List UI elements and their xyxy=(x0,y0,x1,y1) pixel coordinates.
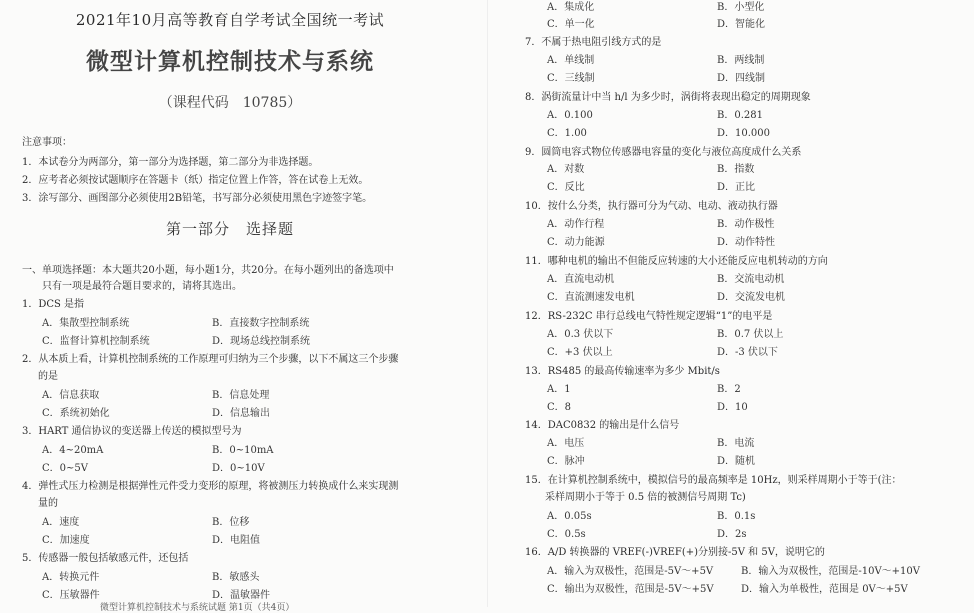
question-1: 1．DCS 是指 xyxy=(22,299,85,310)
option-d: D．2s xyxy=(717,529,747,540)
option-a: A．转换元件 xyxy=(42,572,100,583)
question-2-cont: 的是 xyxy=(38,371,58,382)
question-5: 5．传感器一般包括敏感元件，还包括 xyxy=(22,553,189,564)
option-c: C．0.5s xyxy=(547,529,586,540)
option-c: C．系统初始化 xyxy=(42,408,110,419)
option-d: D．10.000 xyxy=(717,128,771,139)
option-b: B．0.7 伏以上 xyxy=(717,329,784,340)
option-a: A．输入为双极性，范围是-5V～+5V xyxy=(547,566,714,577)
question-2: 2．从本质上看，计算机控制系统的工作原理可归纳为三个步骤，以下不属这三个步骤 xyxy=(22,354,399,365)
part-one-title: 第一部分 选择题 xyxy=(165,220,294,238)
option-b: B．交流电动机 xyxy=(717,274,785,285)
option-d: D．智能化 xyxy=(717,19,766,30)
page-footer: 微型计算机控制技术与系统试题 第1页（共4页） xyxy=(100,603,295,613)
option-d: D．正比 xyxy=(717,182,756,193)
option-a: A．0.05s xyxy=(547,511,592,522)
notice-heading: 注意事项： xyxy=(22,137,72,148)
option-c: C．三线制 xyxy=(547,73,595,84)
notice-item: 3．涂写部分、画图部分必须使用2B铅笔，书写部分必须使用黑色字迹签字笔。 xyxy=(22,193,373,204)
question-16: 16．A/D 转换器的 VREF(-)VREF(+)分别接-5V 和 5V，说明它的 xyxy=(525,547,825,558)
option-d: D．四线制 xyxy=(717,73,766,84)
option-a: A．集成化 xyxy=(547,2,595,13)
option-c: C．+3 伏以上 xyxy=(547,347,613,358)
option-c: C．1.00 xyxy=(547,128,587,139)
option-c: C．动力能源 xyxy=(547,237,605,248)
option-a: A．对数 xyxy=(547,164,585,175)
notice-item: 2．应考者必须按试题顺序在答题卡（纸）指定位置上作答，答在试卷上无效。 xyxy=(22,175,369,186)
question-4-cont: 量的 xyxy=(38,498,58,509)
option-d: D．信息输出 xyxy=(212,408,271,419)
option-b: B．电流 xyxy=(717,438,755,449)
option-d: D．电阻值 xyxy=(212,535,261,546)
option-b: B．2 xyxy=(717,384,741,395)
option-d: D．-3 伏以下 xyxy=(717,347,778,358)
option-d: D．温敏器件 xyxy=(212,590,271,601)
option-b: B．小型化 xyxy=(717,2,765,13)
option-b: B．输入为双极性，范围是-10V～+10V xyxy=(741,566,920,577)
option-c: C．压敏器件 xyxy=(42,590,100,601)
option-b: B．指数 xyxy=(717,164,755,175)
option-a: A．直流电动机 xyxy=(547,274,615,285)
option-d: D．10 xyxy=(717,402,748,413)
option-d: D．动作特性 xyxy=(717,237,776,248)
option-a: A．0.100 xyxy=(547,110,593,121)
course-code: （课程代码 10785） xyxy=(158,95,302,111)
option-c: C．直流测速发电机 xyxy=(547,292,635,303)
option-b: B．位移 xyxy=(212,517,250,528)
question-4: 4．弹性式压力检测是根据弹性元件受力变形的原理，将被测压力转换成什么来实现测 xyxy=(22,481,399,492)
right-page xyxy=(487,0,974,607)
option-b: B．敏感头 xyxy=(212,572,260,583)
option-a: A．速度 xyxy=(42,517,80,528)
question-14: 14．DAC0832 的输出是什么信号 xyxy=(525,420,680,431)
option-c: C．单一化 xyxy=(547,19,595,30)
question-12: 12．RS-232C 串行总线电气特性规定逻辑“1”的电平是 xyxy=(525,311,773,322)
notice-item: 1．本试卷分为两部分，第一部分为选择题，第二部分为非选择题。 xyxy=(22,157,319,168)
option-a: A．0.3 伏以下 xyxy=(547,329,614,340)
option-a: A．电压 xyxy=(547,438,585,449)
option-b: B．信息处理 xyxy=(212,390,270,401)
option-a: A．信息获取 xyxy=(42,390,100,401)
question-15: 15．在计算机控制系统中，模拟信号的最高频率是 10Hz，则采样周期小于等于(注： xyxy=(525,475,902,486)
option-c: C．输出为双极性，范围是-5V～+5V xyxy=(547,584,714,595)
exam-year-heading: 2021年10月高等教育自学考试全国统一考试 xyxy=(75,11,385,29)
option-d: D．输入为单极性，范围是 0V～+5V xyxy=(741,584,908,595)
option-b: B．0~10mA xyxy=(212,445,274,456)
question-15-cont: 采样周期小于等于 0.5 倍的被测信号周期 Tc) xyxy=(545,492,746,503)
option-d: D．交流发电机 xyxy=(717,292,786,303)
option-c: C．脉冲 xyxy=(547,456,585,467)
section-instruction: 一、单项选择题：本大题共20小题，每小题1分，共20分。在每小题列出的备选项中 xyxy=(22,265,394,276)
question-8: 8．涡街流量计中当 h/l 为多少时，涡街将表现出稳定的周期现象 xyxy=(525,92,811,103)
option-d: D．随机 xyxy=(717,456,756,467)
option-b: B．两线制 xyxy=(717,55,765,66)
option-b: B．动作极性 xyxy=(717,219,775,230)
option-b: B．0.1s xyxy=(717,511,756,522)
question-11: 11．哪种电机的输出不但能反应转速的大小还能反应电机转动的方向 xyxy=(525,256,828,267)
option-c: C．0~5V xyxy=(42,463,88,474)
question-3: 3．HART 通信协议的变送器上传送的模拟型号为 xyxy=(22,426,242,437)
option-a: A．集散型控制系统 xyxy=(42,318,130,329)
option-a: A．动作行程 xyxy=(547,219,605,230)
option-c: C．加速度 xyxy=(42,535,90,546)
option-d: D．0~10V xyxy=(212,463,265,474)
option-b: B．0.281 xyxy=(717,110,763,121)
question-9: 9．圆筒电容式物位传感器电容量的变化与液位高度成什么关系 xyxy=(525,147,802,158)
option-c: C．反比 xyxy=(547,182,585,193)
option-d: D．现场总线控制系统 xyxy=(212,336,311,347)
exam-title: 微型计算机控制技术与系统 xyxy=(86,48,374,75)
option-c: C．8 xyxy=(547,402,572,413)
option-a: A．1 xyxy=(547,384,571,395)
section-instruction-cont: 只有一项是最符合题目要求的，请将其选出。 xyxy=(42,281,242,292)
option-a: A．4~20mA xyxy=(42,445,104,456)
option-c: C．监督计算机控制系统 xyxy=(42,336,150,347)
question-10: 10．按什么分类，执行器可分为气动、电动、液动执行器 xyxy=(525,201,778,212)
question-13: 13．RS485 的最高传输速率为多少 Mbit/s xyxy=(525,366,720,377)
option-b: B．直接数字控制系统 xyxy=(212,318,310,329)
option-a: A．单线制 xyxy=(547,55,595,66)
question-7: 7．不属于热电阻引线方式的是 xyxy=(525,37,662,48)
